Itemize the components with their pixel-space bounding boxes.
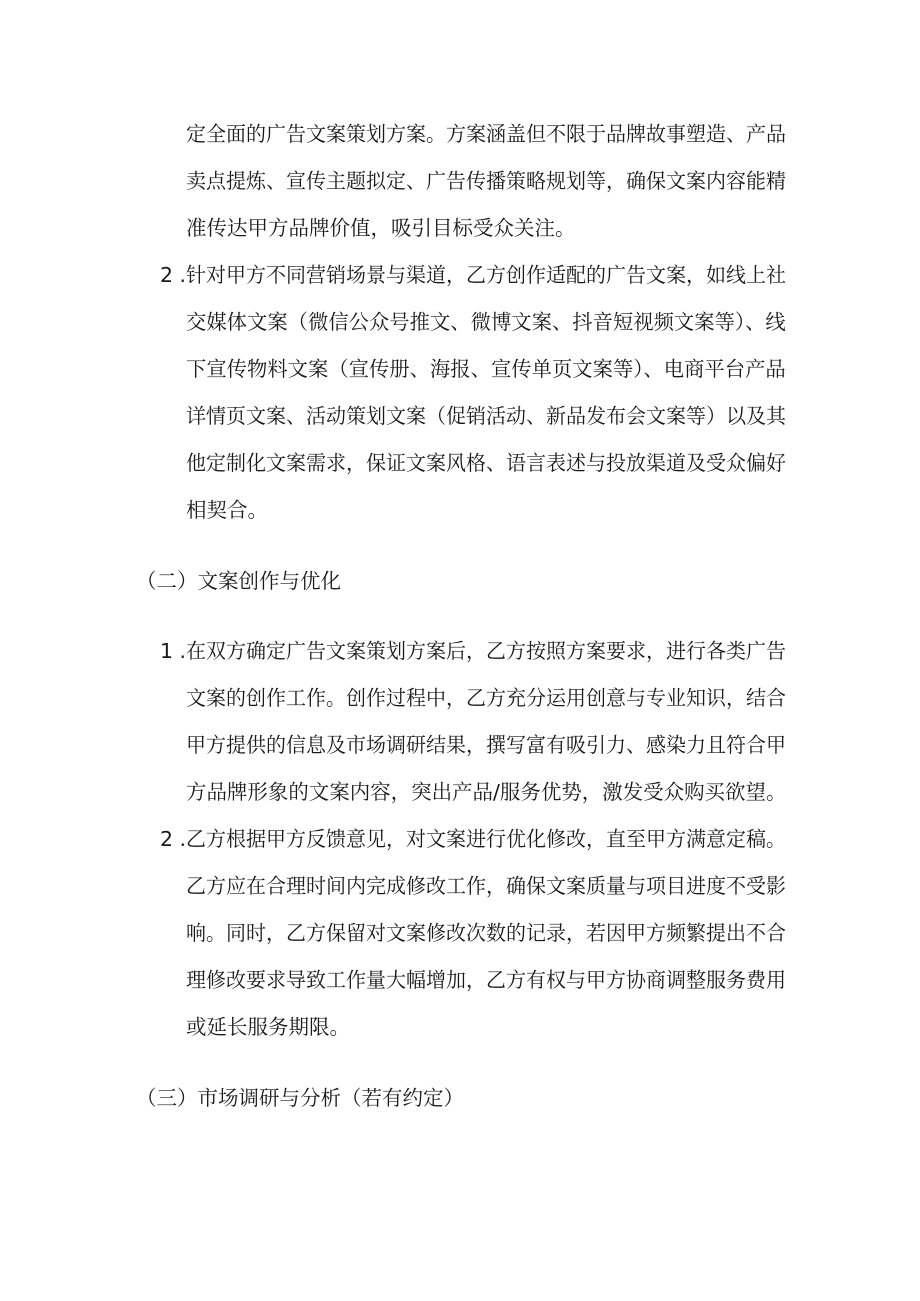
list-item-line: 文案的创作工作。创作过程中，乙方充分运用创意与专业知识，结合 <box>186 686 786 710</box>
list-item-line: 理修改要求导致工作量大幅增加，乙方有权与甲方协商调整服务费用 <box>186 968 786 992</box>
list-item-line: 响。同时，乙方保留对文案修改次数的记录，若因甲方频繁提出不合 <box>186 921 786 945</box>
list-item-number: 2 . <box>160 263 187 287</box>
list-item-line: 下宣传物料文案（宣传册、海报、宣传单页文案等）、电商平台产品 <box>186 357 786 381</box>
list-item-line: 或延长服务期限。 <box>186 1015 350 1039</box>
list-item-line: 在双方确定广告文案策划方案后，乙方按照方案要求，进行各类广告 <box>186 639 786 663</box>
section-heading: （二）文案创作与优化 <box>136 569 341 593</box>
list-item-line: 方品牌形象的文案内容，突出产品/服务优势，激发受众购买欲望。 <box>186 780 787 804</box>
section-heading: （三）市场调研与分析（若有约定） <box>136 1086 464 1110</box>
list-item-line: 乙方应在合理时间内完成修改工作，确保文案质量与项目进度不受影 <box>186 874 786 898</box>
list-item-line: 针对甲方不同营销场景与渠道，乙方创作适配的广告文案，如线上社 <box>186 263 786 287</box>
list-item-number: 1 . <box>160 639 187 663</box>
list-item-line: 相契合。 <box>186 498 268 522</box>
paragraph-line: 准传达甲方品牌价值，吸引目标受众关注。 <box>186 216 576 240</box>
list-item-number: 2 . <box>160 827 187 851</box>
list-item-line: 交媒体文案（微信公众号推文、微博文案、抖音短视频文案等）、线 <box>186 310 786 334</box>
paragraph-line: 定全面的广告文案策划方案。方案涵盖但不限于品牌故事塑造、产品 <box>186 122 786 146</box>
list-item-line: 甲方提供的信息及市场调研结果，撰写富有吸引力、感染力且符合甲 <box>186 733 786 757</box>
list-item-line: 乙方根据甲方反馈意见，对文案进行优化修改，直至甲方满意定稿。 <box>186 827 786 851</box>
list-item-line: 详情页文案、活动策划文案（促销活动、新品发布会文案等）以及其 <box>186 404 786 428</box>
paragraph-line: 卖点提炼、宣传主题拟定、广告传播策略规划等，确保文案内容能精 <box>186 169 786 193</box>
list-item-line: 他定制化文案需求，保证文案风格、语言表述与投放渠道及受众偏好 <box>186 451 786 475</box>
